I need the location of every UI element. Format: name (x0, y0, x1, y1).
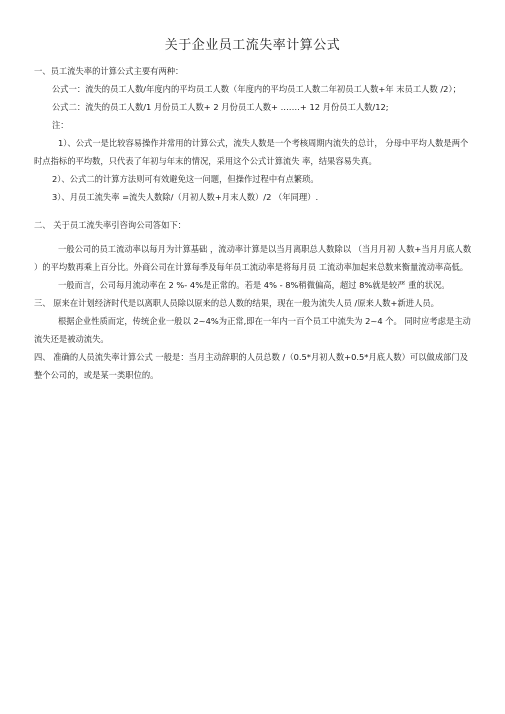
formula-one: 公式一：流失的员工人数/年度内的平均员工人数（年度内的平均员工人数二年初员工人数+年 末员工人数 /2）； (52, 84, 461, 94)
formula-two: 公式二：流失的员工人数/1 月份员工人数+ 2 月份员工人数+ .……+ 12 月份员工人数/12; (52, 102, 389, 112)
note-item-3: 3）、月员工流失率 =流失人数除/（月初人数+月末人数）/2 （年同理）. (52, 192, 319, 202)
note-item-1: 1）、公式一是比较容易操作并常用的计算公式，流失人数是一个考核周期内流失的总计， 分母中平均人数是两个时点指标的平均数，只代表了年初与年末的情况，采用这个公式计算流失 率，结果容易失真。 (34, 138, 469, 166)
note-label: 注： (52, 120, 69, 130)
document-body (34, 62, 474, 384)
normal-rate-paragraph: 一般而言，公司每月流动率在 2 %- 4%是正常的。若是 4% - 8%稍微偏高，超过 8%就是较严 重的状况。 (58, 280, 450, 290)
enterprise-nature-paragraph: 根据企业性质而定，传统企业一般以 2~4%为正常,即在一年内一百个员工中流失为 2~4 个。 同时应考虑是主动流失还是被动流失。 (34, 316, 471, 344)
document-title: 关于企业员工流失率计算公式 (164, 38, 341, 53)
section-heading-1: 一、员工流失率的计算公式主要有两种： (34, 66, 184, 76)
consulting-answer: 一般公司的员工流动率以每月为计算基础 ，流动率计算是以当月离职总人数除以 （当月月初 人数+当月月底人数 ）的平均数再乘上百分比。外商公司在计算每季及每年员工流动率是将每月员 工流动率加起来总数来衡量流动率高低。 (34, 244, 472, 272)
section-heading-3: 三、 原来在计划经济时代是以离职人员除以原来的总人数的结果，现在一般为流失人员 /原来人数+新进人员。 (34, 298, 439, 308)
section-heading-4: 四、 准确的人员流失率计算公式 一般是：当月主动辞职的人员总数 /（0.5*月初人数+0.5*月底人数）可以做成部门及整个公司的，或是某一类职位的。 (34, 352, 469, 380)
note-item-2: 2）、公式二的计算方法则可有效避免这一问题，但操作过程中有点繁琐。 (52, 174, 319, 184)
section-heading-2: 二、 关于员工流失率引咨询公司答如下： (34, 220, 186, 230)
